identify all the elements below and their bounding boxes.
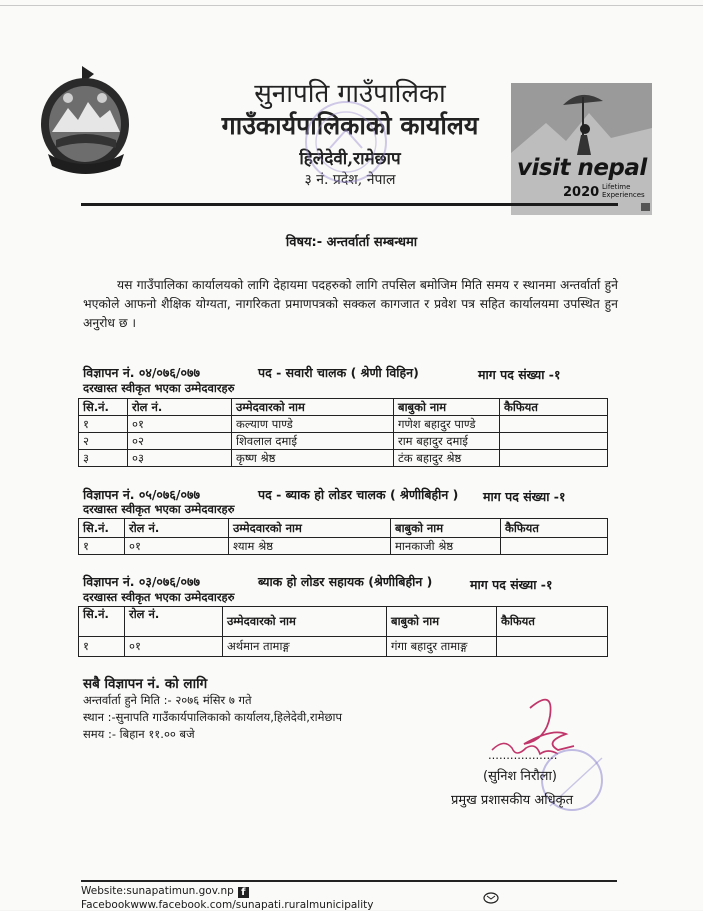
section-1-adv-number: विज्ञापन नं. ०४/०७६/०७७ xyxy=(83,365,200,380)
footer-facebook: Facebookwww.facebook.com/sunapati.ruralmunicipality xyxy=(81,899,374,911)
cell-father: गंगा बहादुर तामाङ्ग xyxy=(387,637,497,657)
section-3-subheading: दरखास्त स्वीकृत भएका उम्मेदवारहरु xyxy=(83,590,235,604)
footer-rule xyxy=(81,880,617,882)
cell-candidate: श्याम श्रेष्ठ xyxy=(229,538,391,555)
cell-serial: ३ xyxy=(79,450,128,467)
col-father: बाबुको नाम xyxy=(394,399,500,416)
table-header-row xyxy=(79,607,608,637)
section-2-demand: माग पद संख्या -१ xyxy=(483,489,566,504)
municipality-name: सुनापति गाउँपालिका xyxy=(254,79,446,109)
signatory-title: प्रमुख प्रशासकीय अधिकृत xyxy=(451,793,574,808)
subject-line: विषय:- अन्तर्वार्ता सम्बन्धमा xyxy=(285,235,418,250)
col-candidate: उम्मेदवारको नाम xyxy=(229,519,391,538)
cell-father: गणेश बहादुर पाण्डे xyxy=(394,416,500,433)
visit-nepal-logo xyxy=(511,83,652,215)
cell-serial: १ xyxy=(79,538,125,555)
visit-nepal-tagline xyxy=(602,183,645,199)
cell-serial: २ xyxy=(79,433,128,450)
cell-candidate: शिवलाल दमाई xyxy=(232,433,394,450)
mail-icon xyxy=(483,892,499,904)
cell-roll: ०१ xyxy=(128,416,232,433)
col-remarks: कैफियत xyxy=(500,399,608,416)
interview-place: स्थान :-सुनापति गाउँकार्यपालिकाको कार्यालय,हिलेदेवी,रामेछाप xyxy=(83,710,343,724)
cell-remarks xyxy=(500,416,608,433)
website-text: Website:sunapatimun.gov.np xyxy=(81,885,234,897)
section-3-demand: माग पद संख्या -१ xyxy=(470,577,553,592)
col-candidate: उम्मेदवारको नाम xyxy=(223,607,387,637)
cell-candidate: कृष्ण श्रेष्ठ xyxy=(232,450,394,467)
section-1-demand: माग पद संख्या -१ xyxy=(478,367,561,382)
section-1-table xyxy=(78,398,608,467)
col-serial: सि.नं. xyxy=(79,399,128,416)
interview-time: समय :- बिहान ११.०० बजे xyxy=(83,727,195,741)
cell-roll: ०२ xyxy=(128,433,232,450)
cell-remarks xyxy=(501,538,608,555)
office-name: गाउँकार्यपालिकाको कार्यालय xyxy=(221,111,479,140)
section-2-adv-number: विज्ञापन नं. ०५/०७६/०७७ xyxy=(83,487,200,502)
cell-father: राम बहादुर दमाई xyxy=(394,433,500,450)
all-ads-heading: सबै विज्ञापन नं. को लागि xyxy=(83,676,208,692)
cell-remarks xyxy=(497,637,608,657)
tagline-line-1: Lifetime xyxy=(602,183,631,191)
intro-paragraph: यस गाउँपालिका कार्यालयको लागि देहायमा पदहरुको लागि तपसिल बमोजिम मिति समय र स्थानमा अन्तर्वार्ता हुने भएकोले आफनो शैक्षिक योग्यता, नागरिकता प्रमाणपत्रको सक्कल कागजात र प्रवेश पत्र सहित कार्यालयमा उपस्थित हुन अनुरोध छ । xyxy=(83,278,618,330)
col-serial: सि.नं. xyxy=(79,607,125,637)
nepal-emblem-icon xyxy=(38,62,133,180)
table-row xyxy=(79,433,608,450)
section-1-post: पद - सवारी चालक ( श्रेणी विहिन) xyxy=(258,365,419,380)
table-row xyxy=(79,538,608,555)
table-header-row xyxy=(79,519,608,538)
section-3-table xyxy=(78,606,608,657)
table-header-row xyxy=(79,399,608,416)
col-candidate: उम्मेदवारको नाम xyxy=(232,399,394,416)
signatory-name: (सुनिश निरौला) xyxy=(483,769,557,784)
cell-remarks xyxy=(500,450,608,467)
cell-serial: १ xyxy=(79,416,128,433)
cell-roll: ०१ xyxy=(125,538,229,555)
section-1-subheading: दरखास्त स्वीकृत भएका उम्मेदवारहरु xyxy=(83,381,235,395)
visit-nepal-wordmark: visit nepal xyxy=(517,155,647,181)
section-2-post: पद - ब्याक हो लोडर चालक ( श्रेणीबिहीन ) xyxy=(258,487,459,502)
cell-serial: १ xyxy=(79,637,125,657)
table-row xyxy=(79,637,608,657)
col-father: बाबुको नाम xyxy=(391,519,501,538)
col-roll: रोल नं. xyxy=(128,399,232,416)
section-3-adv-number: विज्ञापन नं. ०३/०७६/०७७ xyxy=(83,574,200,589)
top-edge-line xyxy=(0,5,703,6)
section-2-table xyxy=(78,518,608,555)
province-line: ३ नं. प्रदेश, नेपाल xyxy=(304,172,396,188)
office-seal-stamp xyxy=(300,96,392,188)
cell-candidate: कल्याण पाण्डे xyxy=(232,416,394,433)
cell-father: टंक बहादुर श्रेष्ठ xyxy=(394,450,500,467)
office-location: हिलेदेवी,रामेछाप xyxy=(299,149,401,169)
table-row xyxy=(79,450,608,467)
col-serial: सि.नं. xyxy=(79,519,125,538)
col-remarks: कैफियत xyxy=(501,519,608,538)
col-roll: रोल नं. xyxy=(125,607,223,637)
cell-father: मानकाजी श्रेष्ठ xyxy=(391,538,501,555)
section-3-post: ब्याक हो लोडर सहायक (श्रेणीबिहीन ) xyxy=(258,574,433,589)
tagline-line-2: Experiences xyxy=(602,191,645,199)
footer-website xyxy=(81,885,249,898)
table-row xyxy=(79,416,608,433)
cell-candidate: अर्थमान तामाङ्ग xyxy=(223,637,387,657)
interview-date: अन्तर्वार्ता हुने मिति :- २०७६ मंसिर ७ गते xyxy=(83,693,252,707)
facebook-icon: f xyxy=(238,887,249,898)
cell-roll: ०१ xyxy=(125,637,223,657)
header-rule xyxy=(81,203,618,206)
cell-roll: ०३ xyxy=(128,450,232,467)
cell-remarks xyxy=(500,433,608,450)
col-roll: रोल नं. xyxy=(125,519,229,538)
signature-dots: ................... xyxy=(488,748,558,762)
visit-nepal-year: 2020 xyxy=(563,185,600,200)
col-father: बाबुको नाम xyxy=(387,607,497,637)
col-remarks: कैफियत xyxy=(497,607,608,637)
section-2-subheading: दरखास्त स्वीकृत भएका उम्मेदवारहरु xyxy=(83,502,235,516)
